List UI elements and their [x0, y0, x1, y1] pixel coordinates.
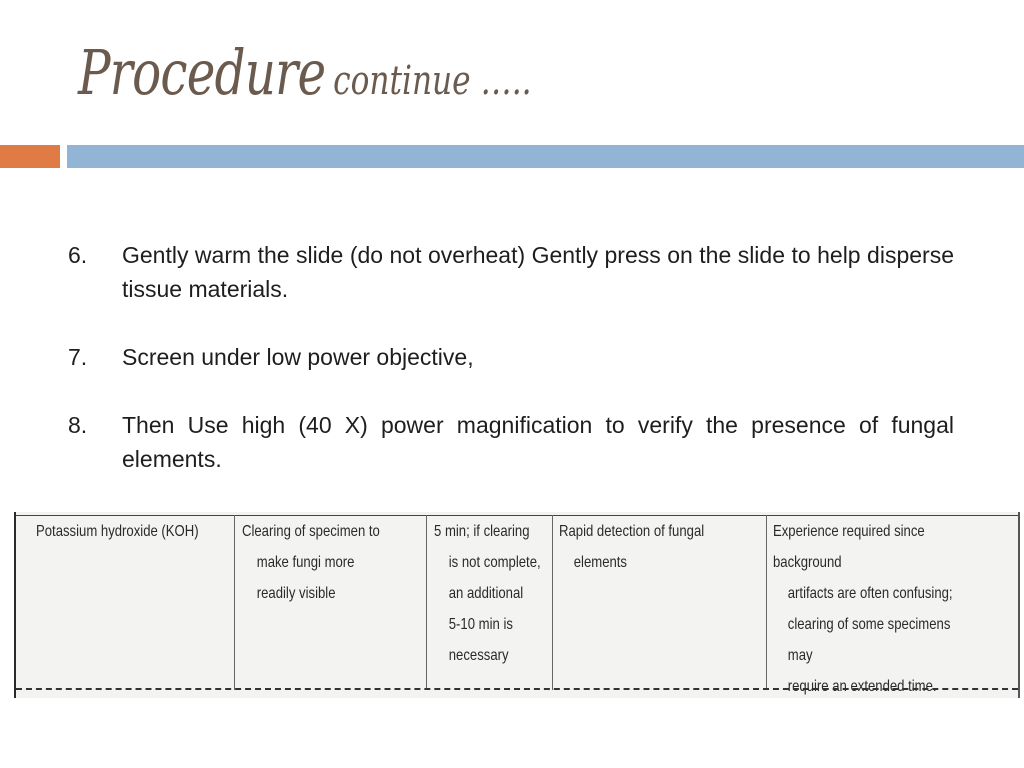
table-cell-purpose: [242, 516, 380, 688]
cell-line: clearing of some specimens may: [787, 616, 951, 664]
cell-line: Experience required since background: [773, 523, 925, 571]
slide-title: [78, 36, 532, 109]
step-text: Then Use high (40 X) power magnification to verify the presence of fungal elements.: [122, 412, 954, 472]
step-item: [68, 238, 954, 306]
title-sub: continue …..: [333, 58, 532, 104]
table-column-divider: [552, 515, 553, 690]
cell-line: Potassium hydroxide (KOH): [36, 523, 199, 540]
cell-line: artifacts are often confusing;: [787, 585, 953, 602]
table-cell-time: [434, 516, 541, 688]
cell-line: Rapid detection of fungal: [559, 523, 705, 540]
step-number: 6.: [68, 242, 88, 268]
table-cell-disadvantage: [773, 516, 974, 695]
table-cell-method: [36, 516, 199, 688]
cell-line: require an extended time.: [787, 678, 937, 695]
cell-line: make fungi more: [256, 554, 355, 571]
cell-line: 5-10 min is: [448, 616, 513, 633]
cell-line: elements: [573, 554, 627, 571]
table-column-divider: [766, 515, 767, 690]
procedure-steps: [68, 238, 954, 510]
title-main: Procedure: [78, 36, 326, 109]
step-text: Gently warm the slide (do not overheat) Gently press on the slide to help disperse tissue materials.: [122, 242, 954, 302]
cell-line: Clearing of specimen to: [242, 523, 380, 540]
cell-line: an additional: [448, 585, 524, 602]
step-text: Screen under low power objective,: [122, 344, 474, 370]
cell-line: is not complete,: [448, 554, 541, 571]
cell-line: necessary: [448, 647, 509, 664]
table-column-divider: [426, 515, 427, 690]
cell-line: readily visible: [256, 585, 336, 602]
step-number: 8.: [68, 412, 88, 438]
accent-bar-orange: [0, 145, 60, 168]
step-item: [68, 408, 954, 476]
table-cell-advantage: [559, 516, 704, 688]
table-column-divider: [234, 515, 235, 690]
scanned-table-image: [14, 512, 1020, 698]
cell-line: 5 min; if clearing: [434, 523, 530, 540]
accent-bar-blue: [67, 145, 1024, 168]
step-number: 7.: [68, 344, 88, 370]
table-bottom-rule: [16, 688, 1018, 690]
step-item: [68, 340, 954, 374]
